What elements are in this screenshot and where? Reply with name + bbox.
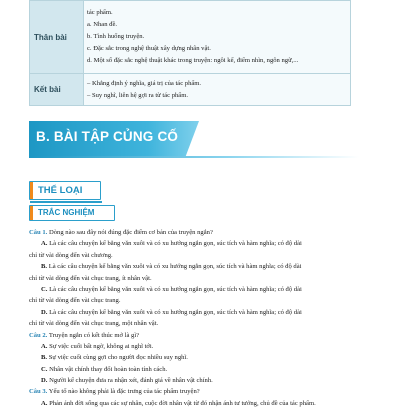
mcq-tag-label: TRẮC NGHIỆM <box>38 208 95 217</box>
option-1a <box>29 238 371 249</box>
question-text: Yếu tố nào không phải là đặc trưng của tác phẩm truyện? <box>48 388 200 396</box>
outline-row-body <box>30 1 351 74</box>
mcq-tag <box>29 205 115 221</box>
option-text: Nhân vật chính thay đổi hoàn toàn tính cách. <box>49 365 168 373</box>
option-letter: B. <box>41 263 48 271</box>
option-1d-cont: chỉ từ vài dòng đến vài chục trang, một nhân vật. <box>29 320 159 328</box>
question-number: Câu 2. <box>29 331 48 339</box>
outline-table <box>29 0 351 106</box>
option-1d <box>29 307 371 318</box>
option-letter: A. <box>41 240 48 248</box>
option-text: Là các câu chuyện kể bằng văn xuôi và có xu hướng ngắn gọn, súc tích và hàm nghĩa; có độ dài <box>48 263 302 271</box>
option-1c <box>29 284 371 295</box>
outline-label-body: Thân bài <box>30 1 84 74</box>
option-2b <box>29 352 371 363</box>
outline-line: – Khẳng định ý nghĩa, giá trị của tác phẩm. <box>87 79 202 87</box>
section-banner-underline <box>29 156 359 158</box>
outline-line: c. Đặc sắc trong nghệ thuật xây dựng nhân vật. <box>87 45 211 52</box>
option-1b-cont: chỉ từ vài dòng đến vài chục trang, ít nhân vật. <box>29 274 152 282</box>
option-letter: C. <box>41 285 48 293</box>
outline-row-conclusion <box>30 74 351 106</box>
section-title: B. BÀI TẬP CỦNG CỐ <box>36 129 179 144</box>
outline-content-body <box>84 1 351 74</box>
outline-line: d. Một số đặc sắc nghệ thuật khác trong truyện: ngôi kể, điểm nhìn, ngôn ngữ,... <box>87 57 299 64</box>
option-1b <box>29 261 371 272</box>
option-letter: A. <box>41 342 48 350</box>
option-1a-cont: chỉ từ vài dòng đến vài chương. <box>29 251 113 259</box>
genre-tag <box>29 181 101 200</box>
option-letter: D. <box>41 308 48 316</box>
question-number: Câu 1. <box>29 229 48 236</box>
option-text: Sự việc cuối cùng gợi cho người đọc nhiều suy nghĩ. <box>48 354 188 362</box>
outline-line: b. Tình huống truyện. <box>87 33 145 40</box>
outline-line: a. Nhan đề. <box>87 21 118 28</box>
outline-line: tác phẩm. <box>87 9 113 16</box>
option-text: Sự việc cuối bất ngờ, không ai nghĩ tới. <box>49 342 154 350</box>
outline-line: – Suy nghĩ, liên hệ gợi ra từ tác phẩm. <box>87 91 189 99</box>
outline-content-conclusion <box>84 74 351 106</box>
option-letter: C. <box>41 365 48 373</box>
option-text: Là các câu chuyện kể bằng văn xuôi và có xu hướng ngắn gọn, súc tích và hàm nghĩa; có độ dài <box>49 240 302 248</box>
option-2d <box>29 375 371 386</box>
option-1c-cont: chỉ từ vài dòng đến vài chục trang. <box>29 297 121 305</box>
question-2 <box>29 330 371 341</box>
option-2c <box>29 364 371 375</box>
question-number: Câu 3. <box>29 388 48 396</box>
tag-accent-bar <box>30 206 33 220</box>
option-text: Người kể chuyện đưa ra nhận xét, đánh giá về nhân vật chính. <box>49 377 213 385</box>
option-text: Phản ánh đời sống qua các sự nhân, cuộc đời nhân vật từ đó nhận ánh tư tưởng, chủ đề của tác phẩm. <box>49 399 316 407</box>
question-text: Truyện ngắn có kết thúc mở là gì? <box>48 331 140 339</box>
question-3 <box>29 386 371 397</box>
question-list <box>29 227 371 409</box>
option-letter: A. <box>41 399 48 407</box>
tag-accent-bar <box>30 182 33 199</box>
option-letter: D. <box>41 377 48 385</box>
question-1 <box>29 227 371 238</box>
question-text: Dòng nào sau đây nói đúng đặc điểm cơ bản của truyện ngắn? <box>48 229 213 236</box>
option-text: Là các câu chuyện kể bằng văn xuôi và có xu hướng ngắn gọn, súc tích và hàm nghĩa; có độ dài <box>49 308 302 316</box>
option-letter: B. <box>41 354 48 362</box>
genre-tag-label: THỂ LOẠI <box>38 185 83 196</box>
option-text: Là các câu chuyện kể bằng văn xuôi và có xu hướng ngắn gọn, súc tích và hàm nghĩa; có độ dài <box>49 285 302 293</box>
option-2a <box>29 341 371 352</box>
outline-label-conclusion: Kết bài <box>30 74 84 106</box>
